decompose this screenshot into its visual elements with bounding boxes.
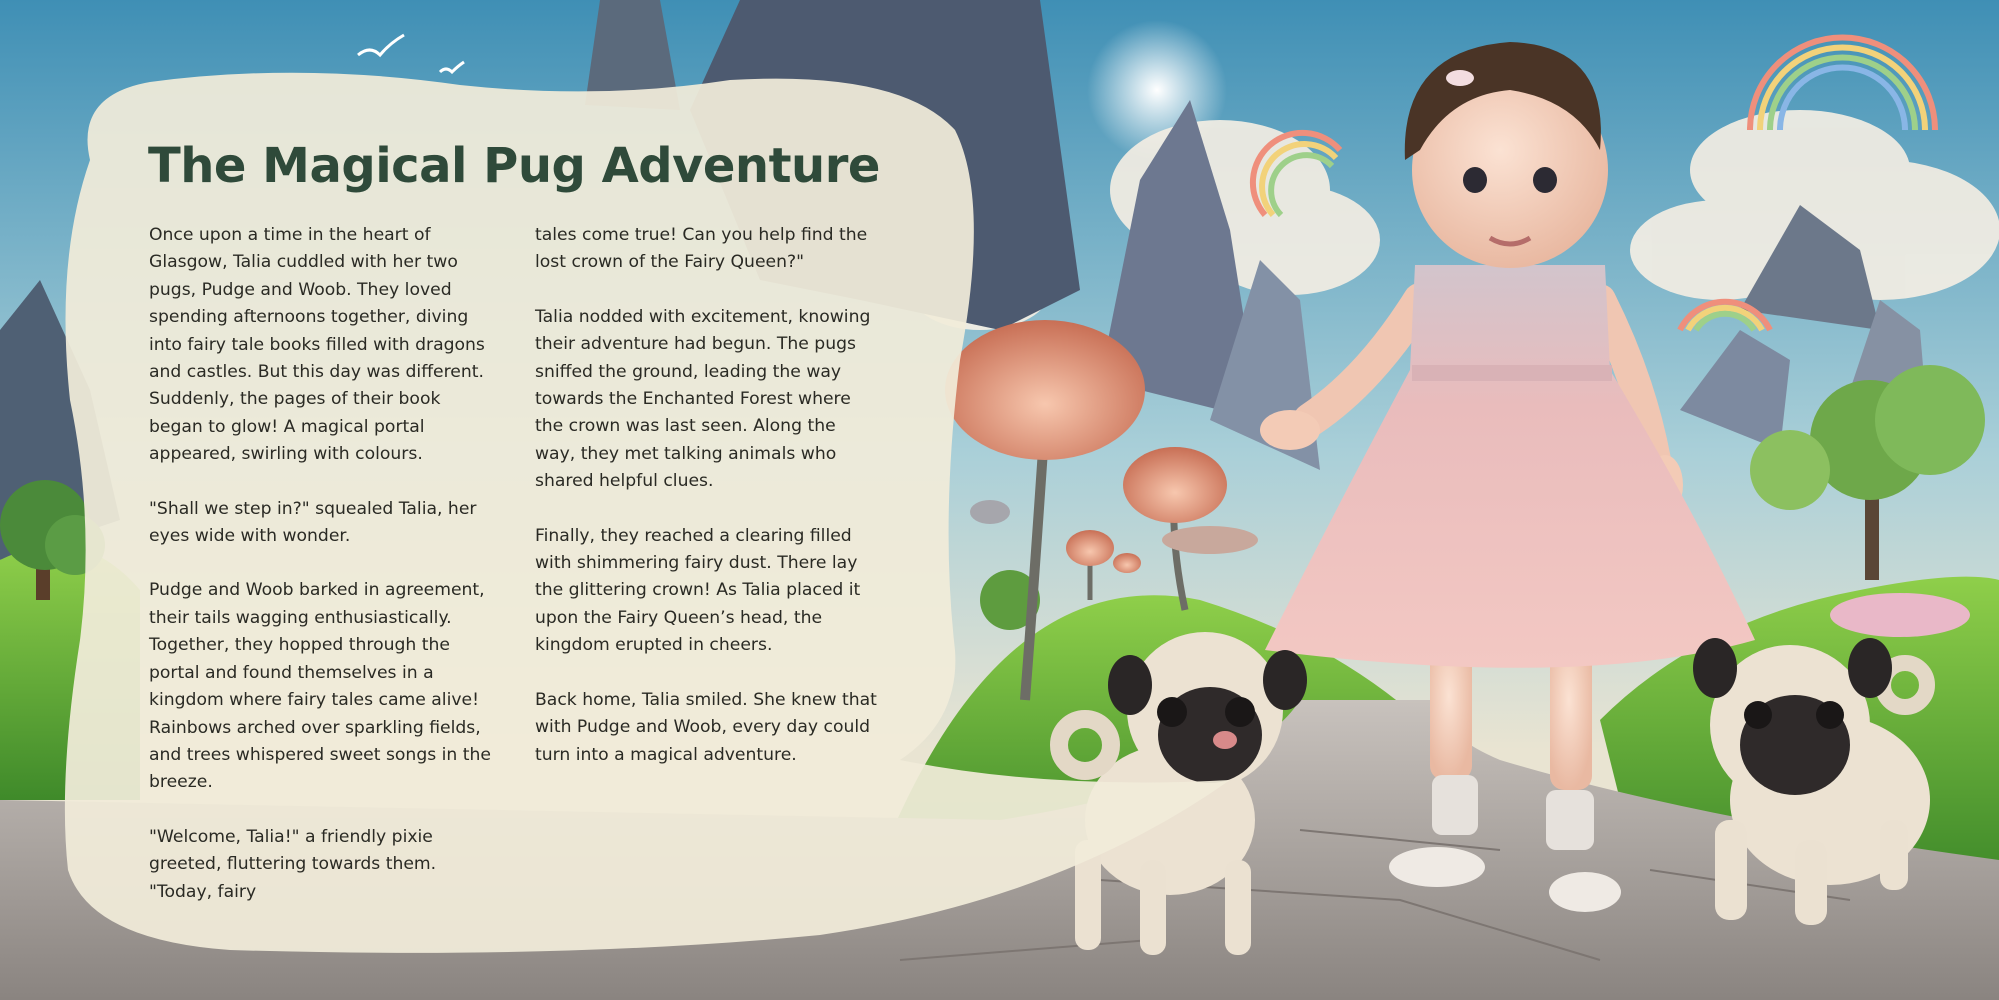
flower-bush — [1830, 593, 1970, 637]
story-paragraph: "Welcome, Talia!" a friendly pixie greeted, fluttering towards them. "Today, fairy — [149, 826, 437, 902]
story-paragraph: Talia nodded with excitement, knowing their adventure had begun. The pugs sniffed the ground, leading the way towards the Enchanted Forest where the crown was last seen. Along the way, they met talking animals who shared helpful clues. — [535, 306, 871, 492]
story-paragraph: Pudge and Woob barked in agreement, their tails wagging enthusiastically. Together, they hopped through the portal and found themselves in a kingdom where fairy tales came alive! Rainbows arched over sparkling fields, and trees whispered sweet songs in the breeze. — [149, 580, 491, 793]
story-paragraph: Back home, Talia smiled. She knew that with Pudge and Woob, every day could turn into a magical adventure. — [535, 689, 877, 765]
story-paragraph: "Shall we step in?" squealed Talia, her eyes wide with wonder. — [149, 498, 477, 547]
story-paragraph: tales come true! Can you help find the lost crown of the Fairy Queen?" — [535, 225, 868, 273]
story-paragraph: Finally, they reached a clearing filled with shimmering fairy dust. There lay the glittering crown! As Talia placed it upon the Fairy Queen’s head, the kingdom erupted in cheers. — [535, 525, 861, 656]
story-title: The Magical Pug Adventure — [148, 138, 880, 194]
story-paragraph: Once upon a time in the heart of Glasgow, Talia cuddled with her two pugs, Pudge and Woob. They loved spending afternoons together, diving into fairy tale books filled with dragons and castles. But this day was different. Suddenly, the pages of their book began to glow! A magical portal appeared, swirling with colours. — [149, 225, 485, 465]
